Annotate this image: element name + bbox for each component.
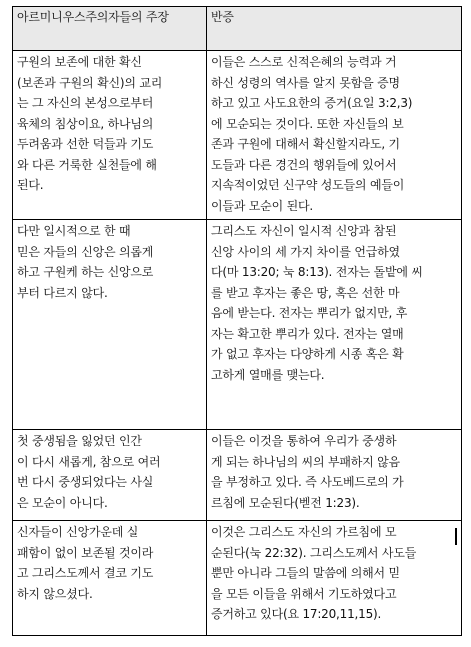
claim-cell: 구원의 보존에 대한 확신 (보존과 구원의 확신)의 교리 는 그 자신의 본성으로부터 육체의 침상이요, 하나님의 두려움과 선한 덕들과 기도 와 다른 거룩한 실천들에 해 된다.: [17, 55, 163, 192]
row-divider: [13, 50, 461, 51]
row-divider: [13, 520, 461, 521]
row-divider: [13, 429, 461, 430]
comparison-table: [12, 6, 462, 636]
claim-cell: 다만 일시적으로 한 때 믿은 자들의 신앙은 의롭게 하고 구원케 하는 신앙으로 부터 다르지 않다.: [17, 224, 154, 300]
rebuttal-cell: 그리스도 자신이 일시적 신앙과 참된 신앙 사이의 세 가지 차이를 언급하였 다(마 13:20; 눅 8:13). 전자는 돌밭에 씨 를 받고 후자는 좋은 땅, 혹은 선한 마 음에 받는다. 전자는 뿌리가 없지만, 후 자는 확고한 뿌리가 있다. 전자는 열매 가 없고 후자는 다양하게 시종 혹은 확 고하게 열매를 맺는다.: [211, 224, 423, 382]
rebuttal-cell: 이들은 스스로 신적은혜의 능력과 거 하신 성령의 역사를 알지 못함을 증명 하고 있고 사도요한의 증거(요일 3:2,3) 에 모순되는 것이다. 또한 자신들의 보 존과 구원에 대해서 확신할지라도, 기 도들과 다른 경건의 행위들에 있어서 지속적이었던 신구약 성도들의 예들이 이들과 모순이 된다.: [211, 55, 413, 213]
text-cursor: [455, 528, 457, 545]
claim-cell: 신자들이 신앙가운데 실 패함이 없이 보존될 것이라 고 그리스도께서 결코 기도 하지 않으셨다.: [17, 525, 154, 601]
rebuttal-cell: 이들은 이것을 통하여 우리가 중생하 게 되는 하나님의 씨의 부패하지 않음 을 부정하고 있다. 즉 사도베드로의 가 르침에 모순된다(벧전 1:23).: [211, 434, 404, 510]
header-rebuttal: 반증: [207, 7, 461, 50]
row-divider: [13, 219, 461, 220]
rebuttal-cell: 이것은 그리스도 자신의 가르침에 모 순된다(눅 22:32). 그리스도께서 사도들 뿐만 아니라 그들의 말씀에 의해서 믿 을 모든 이들을 위해서 기도하였다고 증거하고 있다(요 17:20,11,15).: [211, 525, 417, 621]
header-claims: 아르미니우스주의자들의 주장: [13, 7, 206, 50]
claim-cell: 첫 중생됨을 잃었던 인간 이 다시 새롭게, 참으로 여러 번 다시 중생되었다는 사실 은 모순이 아니다.: [17, 434, 161, 510]
